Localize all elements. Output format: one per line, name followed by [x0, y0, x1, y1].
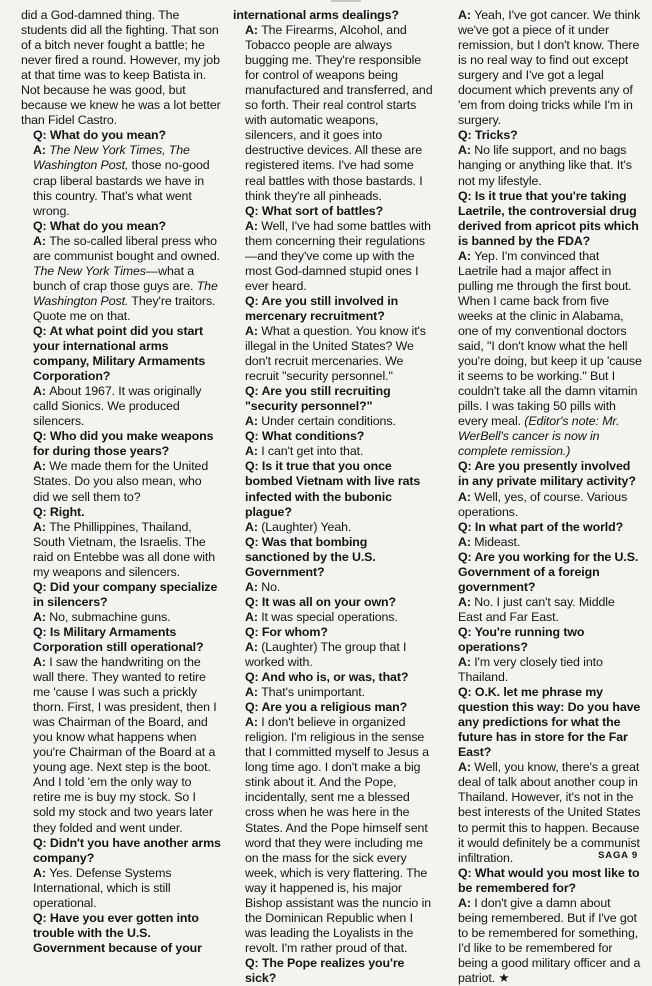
answer-text: Yep. I'm convinced that Laetrile had a major affect in pulling me through the first bout. When I came back from five weeks at the clinic in Alabama, one of my conventional doctors said, "I don't know what the hell you're doing, but keep it up 'cause it seems to be working." But I couldn't take all the damn vitamin pills. I was taking 50 pills with every meal. (Editor's note: Mr. WerBell's cancer is now in complete remission.) [458, 248, 642, 459]
answer [21, 655, 221, 836]
question-text: Is it true that you're taking Laetrile, the controversial drug derived from apricot pits which is banned by the FDA? [458, 188, 639, 248]
question-label: Q: [458, 519, 475, 534]
question [21, 580, 221, 610]
answer-text: About 1967. It was originally calld Sionics. We produced silencers. [33, 384, 202, 429]
answer-label: A: [245, 609, 262, 624]
question [446, 625, 642, 655]
answer-text: No. I just can't say. Middle East and Far East. [458, 594, 615, 624]
answer-text: I don't give a damn about being remembered. But if I've got to be remembered for something, I'd like to be remembered for being a good military officer and a patriot. ★ [458, 895, 641, 985]
question [21, 911, 221, 956]
answer-text: No life support, and no bags hanging or anything like that. It's not my lifestyle. [458, 143, 632, 188]
column-1 [21, 8, 221, 956]
answer-label: A: [245, 414, 262, 429]
question-text: At what point did you start your international arms company, Military Armaments Corporation? [33, 323, 206, 384]
question-text: Is Military Armaments Corporation still operational? [33, 624, 204, 654]
question-label: Q: [245, 534, 262, 549]
question-label: Q: [245, 384, 262, 399]
question-text: Are you still involved in mercenary recruitment? [245, 293, 399, 323]
question-label: Q: [458, 188, 475, 203]
answer-text: It was special operations. [261, 609, 398, 624]
answer [233, 23, 433, 204]
question-text: The Pope realizes you're sick? [245, 955, 405, 985]
answer-label: A: [245, 519, 262, 534]
answer-label: A: [245, 685, 262, 700]
question-label: Q: [33, 835, 50, 850]
question [446, 685, 642, 760]
question-text: Is it true that you once bombed Vietnam with live rats infected with the bubonic plague? [245, 459, 421, 519]
question-text: What would you most like to be remembered for? [458, 865, 640, 895]
question-text: It was all on your own? [261, 594, 396, 609]
question-label: Q: [245, 429, 262, 444]
answer-label: A: [33, 609, 50, 624]
question-label: Q: [245, 594, 262, 609]
answer-label: A: [245, 444, 262, 459]
answer [446, 655, 642, 685]
answer-text: The New York Times, The Washington Post, those no-good crap liberal bastards we have in this country. That's what went wrong. [33, 143, 210, 218]
answer-label: A: [33, 519, 50, 534]
question-label: Q: [245, 624, 262, 639]
answer [233, 324, 433, 384]
answer [21, 234, 221, 324]
question-text: Are you working for the U.S. Government of a foreign government? [458, 549, 639, 594]
question-text: Tricks? [474, 128, 518, 143]
answer-text: Mideast. [474, 534, 521, 549]
answer [233, 414, 433, 429]
answer-label: A: [245, 639, 262, 654]
question [446, 459, 642, 489]
answer [21, 459, 221, 504]
answer [21, 610, 221, 625]
answer-text: international arms dealings? [233, 8, 399, 22]
question-label: Q: [33, 579, 50, 594]
question [21, 429, 221, 459]
question-label: Q: [458, 865, 475, 880]
answer-text: I don't believe in organized religion. I'm religious in the sense that I committed myself to Jesus a long time ago. I don't make a big stink about it. And the Pope, incidentally, sent me a blessed cross when he was here in the States. And the Pope himself sent word that they were including me on the mass for the sick every week, which is very flattering. The way it happened is, his major Bishop assistant was the nuncio in the Dominican Republic when I was leading the Loyalists in the revolt. I'm rather proud of that. [245, 715, 432, 955]
question-label: Q: [245, 700, 262, 715]
question [446, 189, 642, 249]
answer-text: (Laughter) The group that I worked with. [245, 639, 407, 670]
answer-text: I'm very closely tied into Thailand. [458, 655, 603, 685]
answer-text: No, submachine guns. [49, 609, 171, 624]
answer-label: A: [458, 8, 475, 22]
answer-label: A: [458, 143, 475, 158]
answer [233, 610, 433, 625]
answer [233, 715, 433, 956]
question [233, 595, 433, 610]
answer-text: That's unimportant. [261, 685, 365, 700]
answer [21, 8, 221, 128]
answer-label: A: [458, 248, 475, 263]
answer [21, 384, 221, 429]
answer [446, 490, 642, 520]
question [21, 505, 221, 520]
question-text: For whom? [261, 624, 328, 639]
answer [446, 535, 642, 550]
answer [21, 520, 221, 580]
question-label: Q: [458, 685, 475, 700]
question [21, 128, 221, 143]
question [446, 128, 642, 143]
question-text: What do you mean? [49, 128, 166, 143]
question [233, 670, 433, 685]
answer [21, 866, 221, 911]
question-text: Are you a religious man? [261, 700, 408, 715]
question-label: Q: [33, 910, 50, 925]
answer [446, 896, 642, 986]
question [21, 324, 221, 384]
question [233, 294, 433, 324]
question-text: Are you still recruiting "security personnel?" [245, 384, 391, 414]
question-label: Q: [33, 429, 50, 444]
answer [446, 595, 642, 625]
question-label: Q: [245, 670, 262, 685]
answer [233, 520, 433, 535]
answer [233, 640, 433, 670]
answer-text: The so-called liberal press who are communist bought and owned. The New York Times—what a bunch of crap those guys are. The Washington Post. They're traitors. Quote me on that. [33, 233, 221, 323]
question-label: Q: [458, 624, 475, 639]
question-text: Are you presently involved in any private military activity? [458, 459, 636, 489]
question [233, 535, 433, 580]
question [233, 204, 433, 219]
answer-text: Well, you know, there's a great deal of talk about another coup in Thailand. However, it's not in the best interests of the United States to permit this to happen. Because it would definitely be a communist infiltration. [458, 760, 641, 865]
answer-text: Under certain conditions. [261, 414, 396, 429]
answer [233, 685, 433, 700]
page-footer [598, 850, 638, 861]
question [233, 956, 433, 986]
question [233, 700, 433, 715]
answer-label: A: [245, 579, 262, 594]
answer-label: A: [458, 594, 475, 609]
question-text: O.K. let me phrase my question this way: Do you have any predictions for what the future has in store for the Far East? [458, 685, 641, 760]
question-label: Q: [33, 128, 50, 143]
answer-text: Yes. Defense Systems International, which is still operational. [33, 865, 172, 910]
answer-label: A: [245, 218, 262, 233]
answer-label: A: [33, 233, 50, 248]
answer-text: The Phillippines, Thailand, South Vietnam, the Israelis. The raid on Entebbe was all done with my weapons and silencers. [33, 519, 215, 579]
question [233, 625, 433, 640]
question-text: Did your company specialize in silencers? [33, 579, 218, 609]
answer-text: Well, yes, of course. Various operations. [458, 489, 628, 519]
question [446, 520, 642, 535]
answer-text: did a God-damned thing. The students did all the fighting. That son of a bitch never fought a battle; he never fired a round. However, my job at that time was to keep Batista in. Not because he was good, but because we knew he was a lot better than Fidel Castro. [21, 8, 221, 128]
question-text: And who is, or was, that? [261, 670, 409, 685]
question-label: Q: [33, 624, 50, 639]
question [21, 625, 221, 655]
question-text: Who did you make weapons for during those years? [33, 429, 214, 459]
answer-text: Well, I've had some battles with them concerning their regulations—and they've come up with the most God-damned stupid ones I ever heard. [245, 218, 431, 293]
answer-label: A: [33, 655, 50, 670]
answer [233, 444, 433, 459]
question-label: Q: [245, 293, 262, 308]
answer-label: A: [458, 534, 475, 549]
question-label: Q: [245, 955, 262, 970]
question-text: In what part of the world? [474, 519, 624, 534]
answer-label: A: [245, 23, 262, 38]
question [446, 866, 642, 896]
question-label: Q: [33, 218, 50, 233]
question-text: Didn't you have another arms company? [33, 835, 221, 865]
page-number: 9 [631, 850, 638, 861]
question-label: Q: [245, 459, 262, 474]
answer-label: A: [33, 143, 50, 158]
answer [21, 143, 221, 218]
answer [446, 8, 642, 128]
answer-label: A: [33, 459, 50, 474]
column-3 [446, 8, 642, 986]
question-text: Have you ever gotten into trouble with the U.S. Government because of your [33, 910, 202, 955]
answer-label: A: [458, 760, 475, 775]
answer [446, 143, 642, 188]
question [233, 459, 433, 519]
question [446, 550, 642, 595]
answer-label: A: [458, 895, 475, 910]
answer-label: A: [245, 715, 262, 730]
column-2 [233, 8, 433, 986]
answer [233, 580, 433, 595]
answer [233, 8, 433, 23]
answer-text: Yeah, I've got cancer. We think we've got a piece of it under remission, but I don't know. There is no real way to find out except surgery and I've got a legal document which prevents any of 'em from doing tricks while I'm in surgery. [458, 8, 641, 128]
question [21, 219, 221, 234]
question-text: Was that bombing sanctioned by the U.S. Government? [245, 534, 376, 579]
question-label: Q: [33, 504, 50, 519]
answer-label: A: [458, 655, 475, 670]
answer-label: A: [458, 489, 475, 504]
answer [446, 249, 642, 460]
answer-text: No. [261, 579, 281, 594]
answer-label: A: [33, 384, 50, 399]
question-text: Right. [49, 504, 85, 519]
question-text: What do you mean? [49, 218, 166, 233]
question-label: Q: [245, 203, 262, 218]
question-label: Q: [33, 323, 50, 338]
question-text: What sort of battles? [261, 203, 384, 218]
question-label: Q: [458, 128, 475, 143]
answer-text: I saw the handwriting on the wall there. They wanted to retire me 'cause I was such a prickly thorn. First, I was president, then I was Chairman of the Board, and you know what happens when you're Chairman of the Board at a young age. Next step is the boot. And I told 'em the only way to retire me is buy my stock. So I sold my stock and two years later they folded and went under. [33, 655, 217, 835]
question [21, 836, 221, 866]
answer-label: A: [33, 865, 50, 880]
question-text: What conditions? [261, 429, 365, 444]
top-edge-mark [331, 0, 361, 6]
answer-label: A: [245, 323, 262, 338]
question-text: You're running two operations? [458, 624, 585, 654]
answer-text: (Laughter) Yeah. [261, 519, 352, 534]
answer-text: I can't get into that. [261, 444, 364, 459]
answer-text: What a question. You know it's illegal in the United States? We don't recruit mercenaries. We recruit "security personnel." [245, 323, 426, 384]
question [233, 384, 433, 414]
answer [233, 219, 433, 294]
magazine-name: SAGA [598, 850, 629, 861]
question [233, 429, 433, 444]
question-label: Q: [458, 549, 475, 564]
answer-text: The Firearms, Alcohol, and Tobacco people are always bugging me. They're responsible for control of weapons being manufactured and transferred, and so forth. Their real control starts with automatic weapons, silencers, and it goes into destructive devices. All these are registered items. I've had some real battles with those bastards. I think they're all pinheads. [245, 23, 433, 203]
answer-text: We made them for the United States. Do you also mean, who did we sell them to? [33, 459, 209, 504]
question-label: Q: [458, 459, 475, 474]
